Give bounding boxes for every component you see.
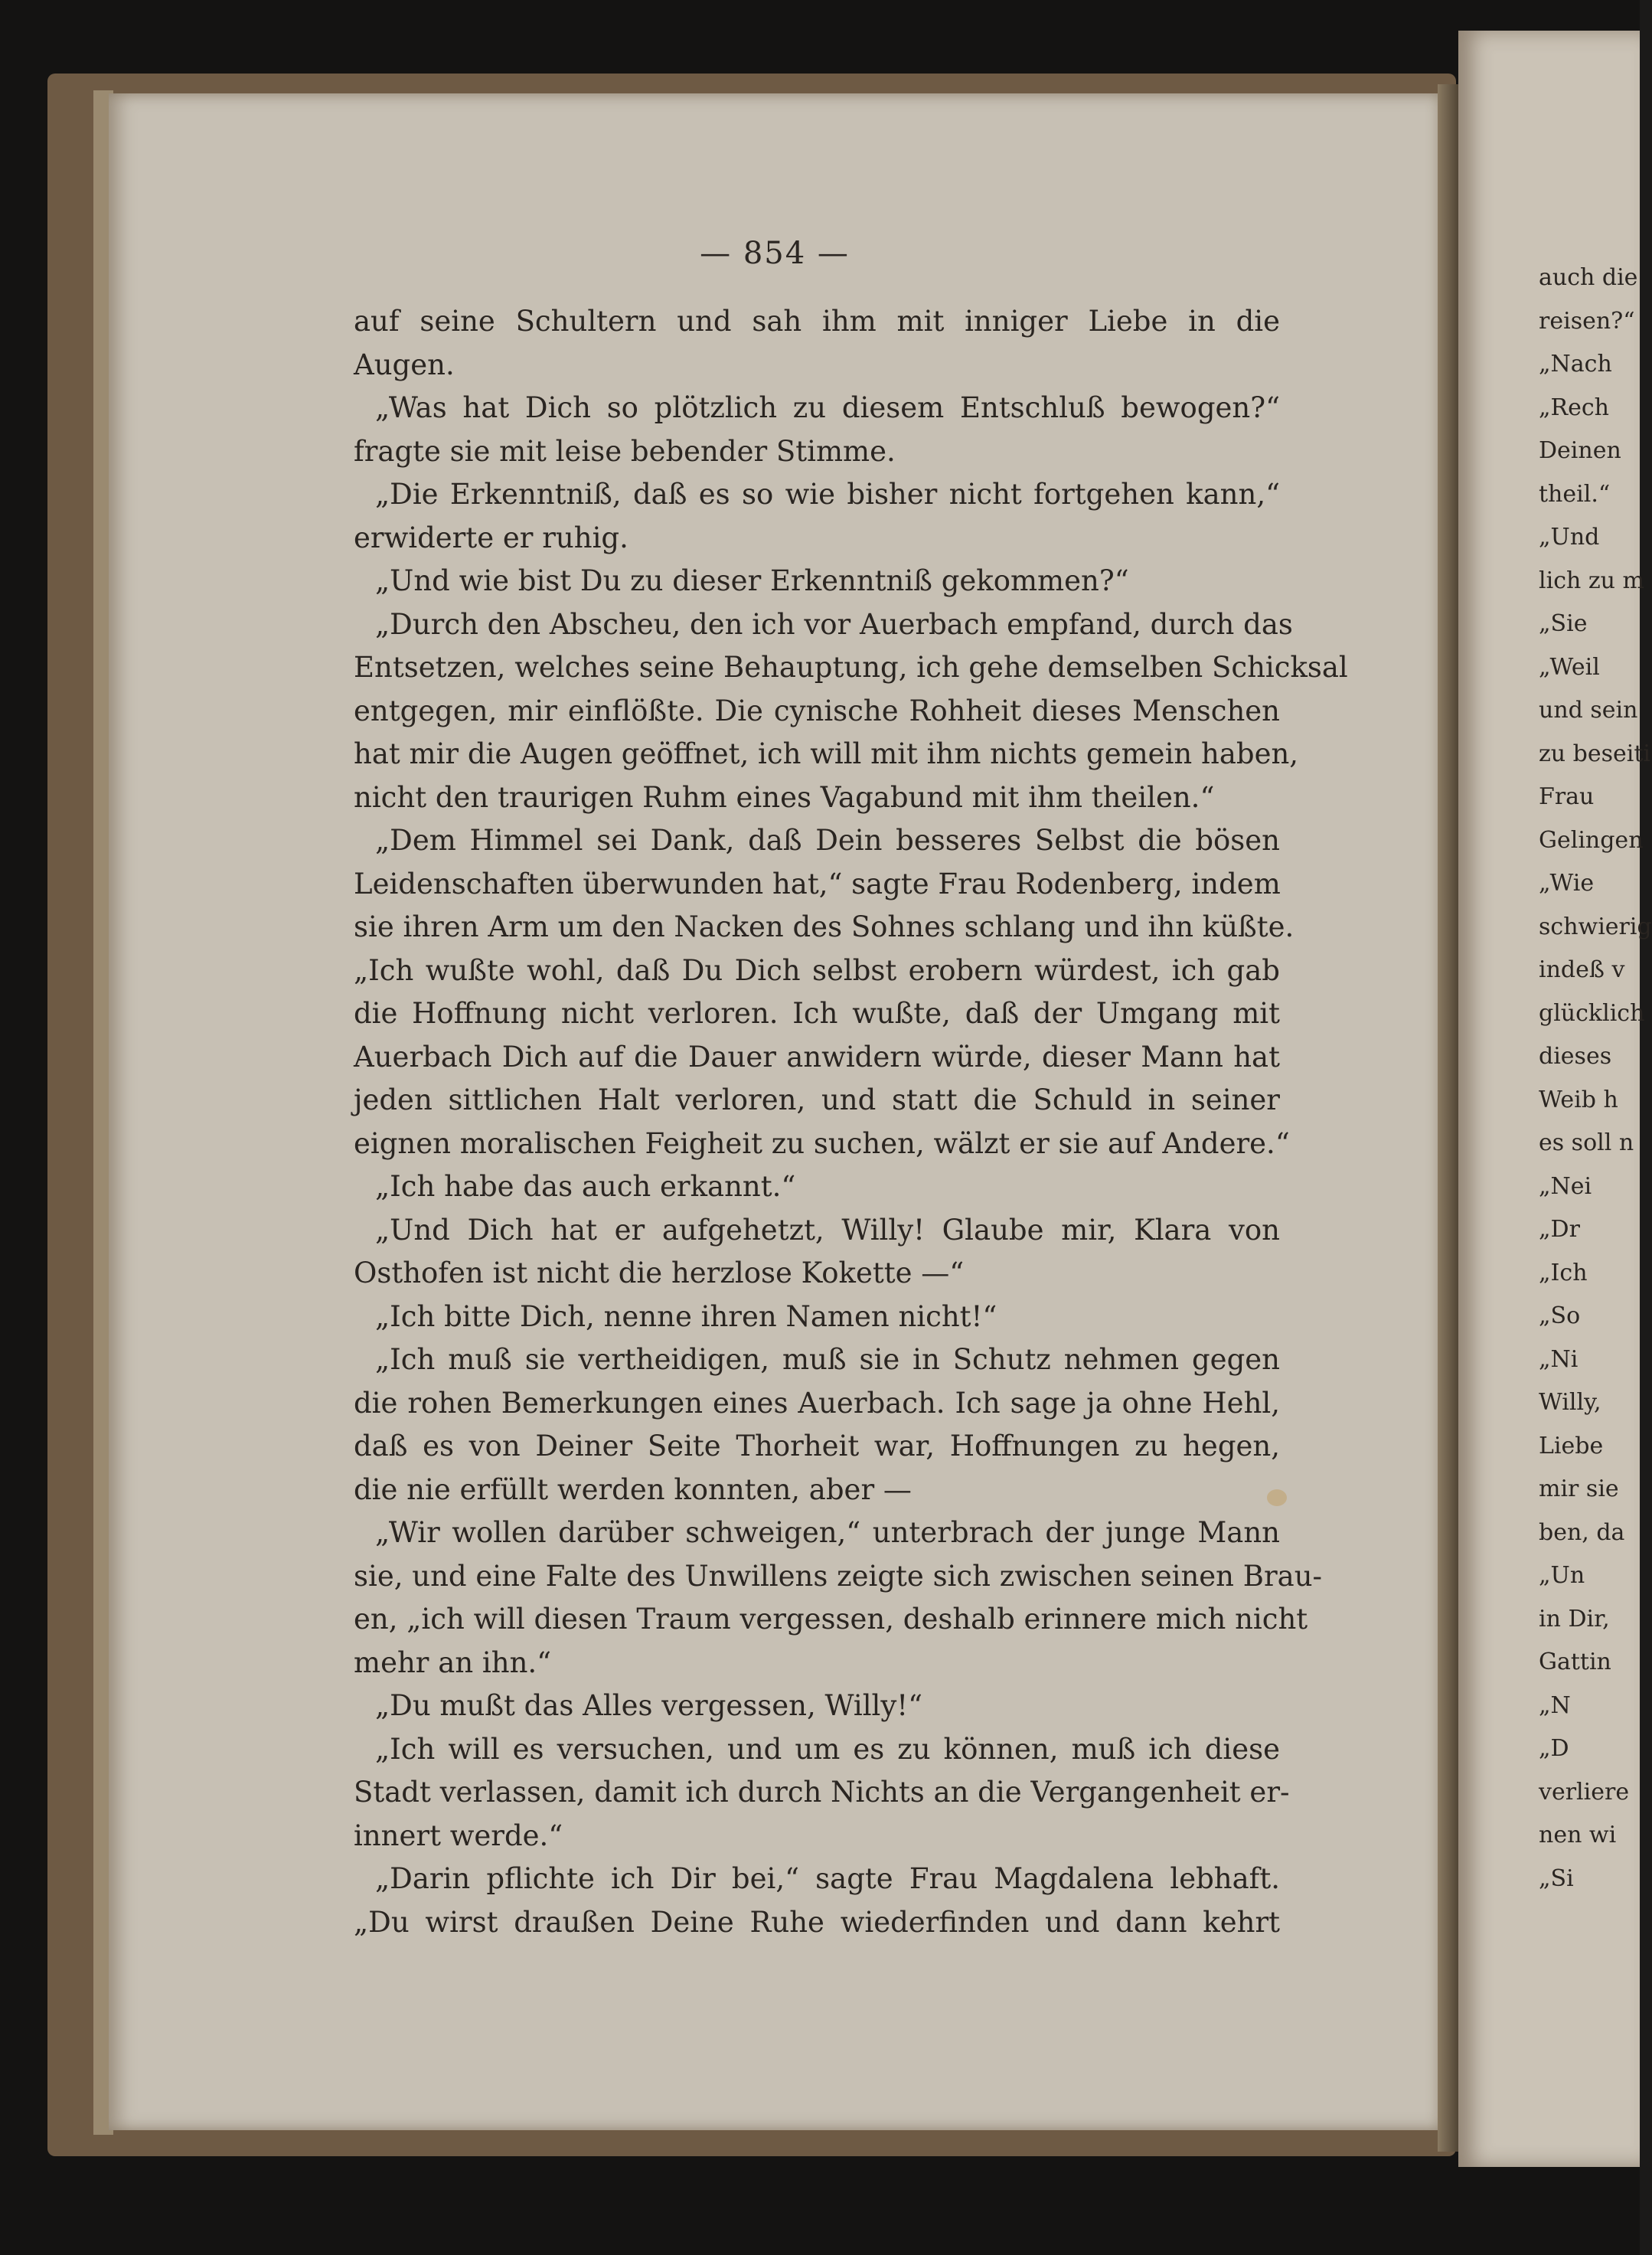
paper-stain — [1267, 1489, 1287, 1506]
right-page-line: „Sie — [1539, 610, 1588, 637]
text-line: „Du mußt das Alles vergessen, Willy!“ — [375, 1689, 923, 1722]
right-page-line: glücklich — [1539, 999, 1645, 1027]
text-line: „Die Erkenntniß, daß es so wie bisher nicht fortgehen kann,“ — [375, 478, 1280, 511]
right-page-line: „Rech — [1539, 394, 1610, 421]
right-page-line: Liebe — [1539, 1432, 1604, 1459]
right-page-line: „Nach — [1539, 351, 1612, 377]
text-line: „Was hat Dich so plötzlich zu diesem Entschluß bewogen?“ — [375, 391, 1280, 424]
text-line: „Ich wußte wohl, daß Du Dich selbst erobern würdest, ich gab — [354, 953, 1280, 987]
right-page-line: verliere — [1539, 1778, 1630, 1806]
text-line: erwiderte er ruhig. — [354, 521, 628, 554]
right-page-line: ben, da — [1539, 1518, 1625, 1546]
right-page-line: „Weil — [1539, 653, 1600, 681]
text-line: „Ich will es versuchen, und um es zu können, muß ich diese — [375, 1732, 1280, 1766]
text-line: jeden sittlichen Halt verloren, und statt die Schuld in seiner — [354, 1083, 1280, 1116]
text-line: „Ich muß sie vertheidigen, muß sie in Schutz nehmen gegen — [375, 1343, 1280, 1376]
text-line: hat mir die Augen geöffnet, ich will mit ihm nichts gemein haben, — [354, 737, 1299, 770]
text-line: „Ich habe das auch erkannt.“ — [375, 1170, 796, 1203]
right-page-line: mir sie — [1539, 1476, 1619, 1502]
text-line: entgegen, mir einflößte. Die cynische Rohheit dieses Menschen — [354, 694, 1280, 727]
right-page-line: in Dir, — [1539, 1605, 1610, 1632]
right-page-line: auch die — [1539, 264, 1638, 291]
page-number: — 854 — — [700, 236, 850, 271]
right-page-line: „N — [1539, 1691, 1571, 1719]
right-page-line: theil.“ — [1539, 480, 1611, 508]
right-page-line: „Ich — [1539, 1259, 1588, 1286]
right-page-line: „Dr — [1539, 1216, 1580, 1243]
right-page-line: „So — [1539, 1302, 1581, 1329]
right-page-line: Frau — [1539, 783, 1595, 810]
text-line: die Hoffnung nicht verloren. Ich wußte, daß der Umgang mit — [354, 997, 1280, 1030]
text-line: fragte sie mit leise bebender Stimme. — [354, 434, 896, 468]
text-line: sie ihren Arm um den Nacken des Sohnes schlang und ihn küßte. — [354, 910, 1295, 943]
text-line: mehr an ihn.“ — [354, 1645, 552, 1679]
right-page-line: schwierig — [1539, 913, 1652, 940]
text-line: nicht den traurigen Ruhm eines Vagabund mit ihm theilen.“ — [354, 780, 1215, 814]
text-line: daß es von Deiner Seite Thorheit war, Hoffnungen zu hegen, — [354, 1430, 1280, 1462]
right-page-line: „Nei — [1539, 1172, 1592, 1200]
text-line: „Und Dich hat er aufgehetzt, Willy! Glaube mir, Klara von — [375, 1213, 1280, 1247]
text-line: die rohen Bemerkungen eines Auerbach. Ich sage ja ohne Hehl, — [354, 1386, 1280, 1420]
text-line: Entsetzen, welches seine Behauptung, ich gehe demselben Schicksal — [354, 651, 1348, 684]
text-line: „Ich bitte Dich, nenne ihren Namen nicht!“ — [375, 1299, 997, 1333]
text-line: eignen moralischen Feigheit zu suchen, wälzt er sie auf Andere.“ — [354, 1126, 1290, 1160]
right-page-line: „Und — [1539, 524, 1600, 551]
text-line: „Du wirst draußen Deine Ruhe wiederfinden und dann kehrt — [354, 1905, 1280, 1939]
right-page-line: indeß v — [1539, 956, 1625, 983]
text-line: auf seine Schultern und sah ihm mit inniger Liebe in die — [354, 305, 1280, 338]
text-line: die nie erfüllt werden konnten, aber — — [354, 1472, 912, 1506]
right-page-line: dieses — [1539, 1043, 1612, 1070]
text-line: Leidenschaften überwunden hat,“ sagte Frau Rodenberg, indem — [354, 867, 1281, 900]
text-line: Osthofen ist nicht die herzlose Kokette —“ — [354, 1257, 965, 1289]
text-line: Auerbach Dich auf die Dauer anwidern würde, dieser Mann hat — [354, 1040, 1280, 1074]
text-line: „Wir wollen darüber schweigen,“ unterbrach der junge Mann — [375, 1516, 1280, 1549]
right-page-line: reisen?“ — [1539, 307, 1635, 335]
right-page-line: und sein — [1539, 697, 1638, 724]
right-page-line: lich zu m — [1539, 567, 1644, 594]
right-page-line: nen wi — [1539, 1822, 1617, 1848]
right-page-line: „Un — [1539, 1562, 1585, 1589]
right-page-line: zu beseiti — [1539, 740, 1651, 767]
right-page-line: Gattin — [1539, 1649, 1611, 1675]
right-page-line: Willy, — [1539, 1389, 1601, 1416]
right-page-line: „Si — [1539, 1864, 1574, 1892]
text-line: „Und wie bist Du zu dieser Erkenntniß gekommen?“ — [375, 564, 1129, 597]
right-page-text-fragments — [1539, 257, 1652, 1900]
right-page-line: Gelingen — [1539, 826, 1644, 854]
right-page-line: es soll n — [1539, 1129, 1634, 1156]
text-line: „Durch den Abscheu, den ich vor Auerbach empfand, durch das — [375, 607, 1293, 641]
right-page-line: „Wie — [1539, 870, 1595, 897]
text-line: Augen. — [354, 348, 455, 381]
text-line: en, „ich will diesen Traum vergessen, deshalb erinnere mich nicht — [354, 1603, 1308, 1636]
right-page-line: Deinen — [1539, 437, 1621, 464]
right-page-line: „Ni — [1539, 1345, 1579, 1373]
text-line: sie, und eine Falte des Unwillens zeigte sich zwischen seinen Brau- — [354, 1559, 1323, 1593]
text-line: innert werde.“ — [354, 1819, 563, 1852]
right-page-line: Weib h — [1539, 1086, 1618, 1113]
text-line: Stadt verlassen, damit ich durch Nichts an die Vergangenheit er- — [354, 1776, 1290, 1809]
book-gutter — [1438, 84, 1461, 2152]
page-text-block — [354, 300, 1348, 1944]
text-line: „Darin pflichte ich Dir bei,“ sagte Frau Magdalena lebhaft. — [375, 1862, 1280, 1895]
right-page-line: „D — [1539, 1735, 1569, 1762]
text-line: „Dem Himmel sei Dank, daß Dein besseres Selbst die bösen — [375, 824, 1280, 857]
